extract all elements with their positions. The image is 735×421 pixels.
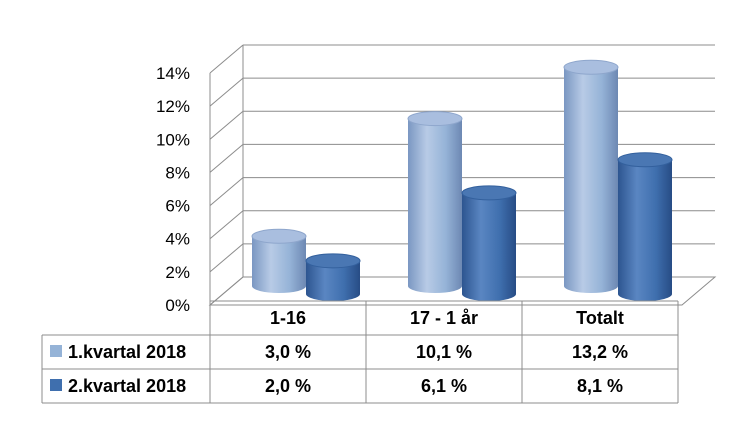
data-label: 3,0 % <box>264 342 312 362</box>
y-tick-label: 10% <box>155 130 190 150</box>
gridline-side <box>210 244 243 272</box>
data-label: 10,1 % <box>415 342 473 362</box>
bar-top <box>408 112 462 126</box>
gridline-side <box>210 111 243 139</box>
bar-body <box>618 160 672 301</box>
gridline-side <box>210 144 243 172</box>
bar-1-1 <box>252 229 306 293</box>
bar-body <box>408 119 462 293</box>
data-table <box>42 301 678 403</box>
y-tick-label: 12% <box>155 97 190 117</box>
y-tick-label: 14% <box>155 64 190 83</box>
y-tick-label: 0% <box>165 296 190 315</box>
y-tick-label: 8% <box>165 163 190 183</box>
y-axis-ticks <box>156 64 190 315</box>
bar-body <box>252 236 306 293</box>
bar-1-3 <box>564 60 618 293</box>
data-label: 2,0 % <box>264 376 312 396</box>
bar-body <box>462 193 516 301</box>
legend-swatch <box>50 379 62 391</box>
bar-2-2 <box>462 186 516 301</box>
bar-body <box>564 67 618 293</box>
data-label: 6,1 % <box>420 376 468 396</box>
gridline-side <box>210 178 243 206</box>
y-tick-label: 6% <box>165 196 190 216</box>
bar-top <box>618 153 672 167</box>
bar-2-3 <box>618 153 672 301</box>
y-tick-label: 2% <box>165 262 190 282</box>
bars <box>252 60 672 301</box>
legend-label: 1.kvartal 2018 <box>68 342 187 362</box>
x-tick-label: 17 - 1 år <box>409 308 479 328</box>
bar-1-2 <box>408 112 462 293</box>
bar-top <box>564 60 618 74</box>
gridline-side <box>210 45 243 73</box>
bar-top <box>462 186 516 200</box>
data-label: 13,2 % <box>571 342 629 362</box>
bar-top <box>306 254 360 268</box>
y-tick-label: 4% <box>165 229 190 249</box>
x-tick-label: 1-16 <box>269 308 307 328</box>
legend-label: 2.kvartal 2018 <box>68 376 187 396</box>
gridline-side <box>210 78 243 106</box>
data-label: 8,1 % <box>576 376 624 396</box>
x-tick-label: Totalt <box>576 308 624 328</box>
gridline-side <box>210 211 243 239</box>
bar-2-1 <box>306 254 360 301</box>
legend-swatch <box>50 345 62 357</box>
bar-top <box>252 229 306 243</box>
